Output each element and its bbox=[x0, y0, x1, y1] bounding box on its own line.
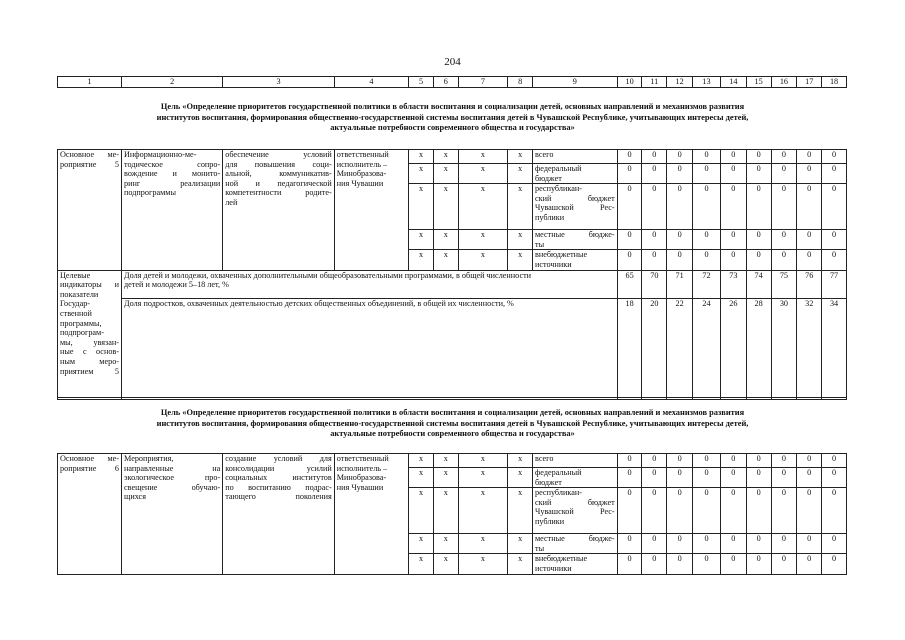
goal-2-line-3: актуальные потребности современного общества и государства» bbox=[330, 429, 575, 438]
indicators-label-line: Целевые bbox=[60, 270, 91, 280]
funding-value-cell: 0 bbox=[822, 534, 847, 554]
funding-value-cell: 0 bbox=[822, 468, 847, 488]
funding-source-cell bbox=[533, 454, 618, 468]
cell-text-line: для повышения соци- bbox=[225, 159, 332, 169]
placeholder-x-cell: x bbox=[508, 184, 533, 230]
funding-value-cell: 0 bbox=[693, 164, 721, 184]
column-number-cell: 5 bbox=[409, 77, 434, 88]
funding-value-cell: 0 bbox=[797, 150, 822, 164]
placeholder-x-cell: x bbox=[458, 554, 508, 574]
activity-executor-cell bbox=[334, 150, 408, 271]
funding-source-line: Чувашской Рес- bbox=[535, 203, 615, 213]
funding-value-cell: 0 bbox=[642, 250, 667, 270]
funding-value-cell: 0 bbox=[720, 534, 746, 554]
funding-value-cell: 0 bbox=[667, 164, 693, 184]
cell-text-line: ной и педагогической bbox=[225, 178, 332, 188]
funding-value-cell: 0 bbox=[667, 468, 693, 488]
funding-value-cell: 0 bbox=[822, 150, 847, 164]
indicators-label-line: индикаторы и bbox=[60, 280, 120, 290]
activity-goal-cell bbox=[223, 454, 335, 575]
column-number-cell: 7 bbox=[458, 77, 508, 88]
placeholder-x-cell: x bbox=[508, 150, 533, 164]
cell-text-line: щихся bbox=[124, 492, 146, 502]
cell-text-line: тодическое сопро- bbox=[124, 159, 221, 169]
cell-text-line: создание условий для bbox=[225, 454, 332, 463]
funding-value-cell: 0 bbox=[746, 164, 771, 184]
funding-value-cell: 0 bbox=[797, 468, 822, 488]
goal-heading-2 bbox=[100, 408, 805, 440]
column-number-row bbox=[58, 77, 847, 88]
funding-value-cell: 0 bbox=[720, 488, 746, 534]
column-header-table bbox=[57, 76, 847, 88]
cell-text-line: Информационно-ме- bbox=[124, 150, 197, 159]
cell-text-line: направленные на bbox=[124, 463, 221, 473]
placeholder-x-cell: x bbox=[508, 250, 533, 270]
funding-value-cell: 0 bbox=[797, 488, 822, 534]
funding-source-cell bbox=[533, 554, 618, 574]
funding-value-cell: 0 bbox=[771, 150, 797, 164]
column-number-cell: 14 bbox=[720, 77, 746, 88]
funding-source-line: бюджет bbox=[535, 477, 562, 487]
column-number-cell: 17 bbox=[797, 77, 822, 88]
placeholder-x-cell: x bbox=[433, 454, 458, 468]
cell-text-line: ответственный bbox=[336, 454, 389, 463]
funding-row bbox=[58, 150, 847, 164]
funding-source-line: всего bbox=[535, 454, 554, 463]
funding-value-cell: 0 bbox=[693, 230, 721, 250]
column-number-cell: 18 bbox=[822, 77, 847, 88]
funding-value-cell: 0 bbox=[693, 250, 721, 270]
indicators-label-line: ственной bbox=[60, 308, 92, 318]
cell-text-line: ринг реализации bbox=[124, 178, 221, 188]
goal-heading-1 bbox=[100, 102, 805, 134]
funding-source-line: ский бюджет bbox=[535, 193, 615, 203]
funding-value-cell: 0 bbox=[642, 554, 667, 574]
activity-goal-cell bbox=[223, 150, 335, 271]
indicator-value-cell: 71 bbox=[667, 270, 693, 298]
placeholder-x-cell: x bbox=[433, 230, 458, 250]
funding-value-cell: 0 bbox=[617, 150, 642, 164]
indicator-text-line: детей и молодежи 5–18 лет, % bbox=[124, 280, 229, 290]
funding-value-cell: 0 bbox=[720, 150, 746, 164]
funding-value-cell: 0 bbox=[771, 454, 797, 468]
indicator-value-cell: 76 bbox=[797, 270, 822, 298]
funding-value-cell: 0 bbox=[771, 554, 797, 574]
placeholder-x-cell: x bbox=[409, 534, 434, 554]
funding-source-line: ты bbox=[535, 239, 545, 249]
funding-value-cell: 0 bbox=[822, 230, 847, 250]
funding-source-line: публики bbox=[535, 516, 565, 526]
placeholder-x-cell: x bbox=[409, 184, 434, 230]
placeholder-x-cell: x bbox=[433, 534, 458, 554]
indicators-label-line: подпрограм- bbox=[60, 328, 104, 338]
placeholder-x-cell: x bbox=[433, 554, 458, 574]
goal-2-line-2: институтов воспитания, формирования общественно-государственной системы воспитания детей в Чувашской Республике, учитывающих интересы детей, bbox=[156, 418, 749, 428]
funding-value-cell: 0 bbox=[617, 534, 642, 554]
funding-value-cell: 0 bbox=[822, 488, 847, 534]
funding-source-cell bbox=[533, 488, 618, 534]
indicator-text-line: Доля детей и молодежи, охваченных дополнительными общеобразовательными программами, в общей численности bbox=[124, 270, 532, 280]
indicators-label-line: Государ- bbox=[60, 299, 91, 309]
funding-value-cell: 0 bbox=[617, 250, 642, 270]
activity-6-table bbox=[57, 453, 847, 575]
cell-text-line: Основное ме- bbox=[60, 454, 120, 463]
placeholder-x-cell: x bbox=[409, 230, 434, 250]
placeholder-x-cell: x bbox=[409, 150, 434, 164]
funding-source-line: публики bbox=[535, 212, 565, 222]
funding-value-cell: 0 bbox=[693, 534, 721, 554]
funding-value-cell: 0 bbox=[771, 468, 797, 488]
funding-value-cell: 0 bbox=[797, 454, 822, 468]
funding-value-cell: 0 bbox=[667, 250, 693, 270]
placeholder-x-cell: x bbox=[409, 250, 434, 270]
funding-value-cell: 0 bbox=[746, 454, 771, 468]
placeholder-x-cell: x bbox=[433, 150, 458, 164]
funding-value-cell: 0 bbox=[720, 454, 746, 468]
indicators-label-line: показатели bbox=[60, 289, 99, 299]
funding-value-cell: 0 bbox=[617, 164, 642, 184]
placeholder-x-cell: x bbox=[433, 250, 458, 270]
indicators-label-line: ные с основ- bbox=[60, 347, 120, 357]
funding-value-cell: 0 bbox=[720, 554, 746, 574]
activity-title-cell bbox=[58, 150, 122, 271]
placeholder-x-cell: x bbox=[508, 554, 533, 574]
indicator-value-cell: 65 bbox=[617, 270, 642, 298]
placeholder-x-cell: x bbox=[458, 534, 508, 554]
activity-executor-cell bbox=[334, 454, 408, 575]
activity-name-cell bbox=[122, 454, 223, 575]
column-number-cell: 13 bbox=[693, 77, 721, 88]
indicator-value-cell: 32 bbox=[797, 298, 822, 399]
indicators-label-line: программы, bbox=[60, 318, 102, 328]
funding-source-line: внебюджетные bbox=[535, 554, 588, 564]
funding-source-line: внебюджетные bbox=[535, 250, 588, 260]
funding-source-line: ский бюджет bbox=[535, 497, 615, 507]
funding-value-cell: 0 bbox=[771, 164, 797, 184]
funding-value-cell: 0 bbox=[667, 150, 693, 164]
funding-value-cell: 0 bbox=[617, 184, 642, 230]
funding-value-cell: 0 bbox=[822, 164, 847, 184]
placeholder-x-cell: x bbox=[433, 468, 458, 488]
funding-value-cell: 0 bbox=[746, 230, 771, 250]
cell-text-line: исполнитель – bbox=[336, 159, 388, 169]
cell-text-line: лей bbox=[225, 197, 238, 207]
activity-5-table bbox=[57, 149, 847, 400]
funding-value-cell: 0 bbox=[771, 534, 797, 554]
funding-value-cell: 0 bbox=[822, 454, 847, 468]
placeholder-x-cell: x bbox=[508, 534, 533, 554]
goal-1-line-1: Цель «Определение приоритетов государственной политики в области воспитания и социализации детей, основных направлений и механизмов развития bbox=[160, 102, 745, 111]
cell-text-line: вождение и монито- bbox=[124, 169, 221, 179]
indicator-value-cell: 73 bbox=[720, 270, 746, 298]
cell-text-line: Минобразова- bbox=[336, 473, 387, 483]
placeholder-x-cell: x bbox=[409, 164, 434, 184]
funding-source-line: Чувашской Рес- bbox=[535, 507, 615, 517]
indicator-value-cell: 75 bbox=[771, 270, 797, 298]
funding-source-line: источники bbox=[535, 259, 572, 269]
cell-text-line: Основное ме- bbox=[60, 150, 120, 159]
cell-text-line: обеспечение условий bbox=[225, 150, 332, 159]
placeholder-x-cell: x bbox=[458, 454, 508, 468]
placeholder-x-cell: x bbox=[409, 454, 434, 468]
funding-value-cell: 0 bbox=[797, 250, 822, 270]
funding-value-cell: 0 bbox=[642, 468, 667, 488]
column-number-cell: 11 bbox=[642, 77, 667, 88]
funding-value-cell: 0 bbox=[642, 454, 667, 468]
cell-text-line: исполнитель – bbox=[336, 463, 388, 473]
column-number-cell: 8 bbox=[508, 77, 533, 88]
indicator-value-cell: 30 bbox=[771, 298, 797, 399]
funding-value-cell: 0 bbox=[797, 230, 822, 250]
funding-value-cell: 0 bbox=[746, 150, 771, 164]
funding-value-cell: 0 bbox=[617, 488, 642, 534]
goal-2-line-1: Цель «Определение приоритетов государственной политики в области воспитания и социализации детей, основных направлений и механизмов развития bbox=[160, 408, 745, 417]
funding-value-cell: 0 bbox=[642, 150, 667, 164]
cell-text-line: по воспитанию подрас- bbox=[225, 482, 332, 492]
cell-text-line: консолидации усилий bbox=[225, 463, 332, 473]
funding-source-cell bbox=[533, 534, 618, 554]
funding-source-cell bbox=[533, 184, 618, 230]
placeholder-x-cell: x bbox=[508, 468, 533, 488]
indicators-label-line: ным меро- bbox=[60, 356, 120, 366]
funding-value-cell: 0 bbox=[667, 554, 693, 574]
cell-text-line: ния Чувашии bbox=[336, 178, 384, 188]
funding-source-line: республикан- bbox=[535, 488, 582, 498]
placeholder-x-cell: x bbox=[458, 164, 508, 184]
funding-value-cell: 0 bbox=[693, 468, 721, 488]
funding-value-cell: 0 bbox=[797, 534, 822, 554]
cell-text-line: экологическое про- bbox=[124, 473, 221, 483]
indicator-value-cell: 22 bbox=[667, 298, 693, 399]
indicator-value-cell: 28 bbox=[746, 298, 771, 399]
funding-value-cell: 0 bbox=[720, 230, 746, 250]
indicators-label-cell bbox=[58, 270, 122, 399]
cell-text-line: роприятие 5 bbox=[60, 159, 120, 169]
placeholder-x-cell: x bbox=[508, 488, 533, 534]
funding-value-cell: 0 bbox=[642, 230, 667, 250]
funding-value-cell: 0 bbox=[693, 488, 721, 534]
page-number: 204 bbox=[444, 56, 461, 68]
funding-source-cell bbox=[533, 150, 618, 164]
cell-text-line: компетентности родите- bbox=[225, 188, 332, 198]
indicator-value-cell: 70 bbox=[642, 270, 667, 298]
funding-source-cell bbox=[533, 164, 618, 184]
indicator-text-cell bbox=[122, 270, 618, 298]
column-number-cell: 9 bbox=[533, 77, 618, 88]
funding-value-cell: 0 bbox=[693, 150, 721, 164]
funding-source-line: федеральный bbox=[535, 468, 582, 477]
indicators-label-line: мы, увязан- bbox=[60, 337, 120, 347]
funding-value-cell: 0 bbox=[746, 184, 771, 230]
placeholder-x-cell: x bbox=[433, 488, 458, 534]
indicator-value-cell: 74 bbox=[746, 270, 771, 298]
funding-value-cell: 0 bbox=[822, 184, 847, 230]
placeholder-x-cell: x bbox=[458, 150, 508, 164]
cell-text-line: Минобразова- bbox=[336, 169, 387, 179]
column-number-cell: 15 bbox=[746, 77, 771, 88]
funding-value-cell: 0 bbox=[822, 250, 847, 270]
cell-text-line: тающего поколения bbox=[225, 492, 332, 502]
column-number-cell: 16 bbox=[771, 77, 797, 88]
funding-value-cell: 0 bbox=[617, 454, 642, 468]
indicator-value-cell: 26 bbox=[720, 298, 746, 399]
funding-value-cell: 0 bbox=[642, 184, 667, 230]
placeholder-x-cell: x bbox=[433, 164, 458, 184]
funding-value-cell: 0 bbox=[617, 554, 642, 574]
placeholder-x-cell: x bbox=[458, 230, 508, 250]
column-number-cell: 12 bbox=[667, 77, 693, 88]
placeholder-x-cell: x bbox=[458, 488, 508, 534]
funding-value-cell: 0 bbox=[797, 554, 822, 574]
funding-value-cell: 0 bbox=[642, 164, 667, 184]
funding-value-cell: 0 bbox=[720, 184, 746, 230]
funding-value-cell: 0 bbox=[746, 554, 771, 574]
funding-value-cell: 0 bbox=[822, 554, 847, 574]
cell-text-line: альной, коммуникатив- bbox=[225, 169, 332, 179]
funding-row bbox=[58, 454, 847, 468]
funding-source-cell bbox=[533, 250, 618, 270]
cell-text-line: ния Чувашии bbox=[336, 482, 384, 492]
column-number-cell: 4 bbox=[334, 77, 408, 88]
placeholder-x-cell: x bbox=[508, 230, 533, 250]
funding-value-cell: 0 bbox=[693, 454, 721, 468]
cell-text-line: социальных институтов bbox=[225, 473, 332, 483]
cell-text-line: роприятие 6 bbox=[60, 463, 120, 473]
column-number-cell: 1 bbox=[58, 77, 122, 88]
indicator-row bbox=[58, 298, 847, 399]
indicator-value-cell: 77 bbox=[822, 270, 847, 298]
funding-value-cell: 0 bbox=[720, 164, 746, 184]
indicator-value-cell: 24 bbox=[693, 298, 721, 399]
placeholder-x-cell: x bbox=[508, 454, 533, 468]
indicator-value-cell: 72 bbox=[693, 270, 721, 298]
funding-value-cell: 0 bbox=[720, 250, 746, 270]
cell-text-line: Мероприятия, bbox=[124, 454, 174, 463]
funding-value-cell: 0 bbox=[771, 230, 797, 250]
funding-source-cell bbox=[533, 230, 618, 250]
funding-source-line: местные бюдже- bbox=[535, 534, 615, 544]
funding-value-cell: 0 bbox=[667, 534, 693, 554]
funding-value-cell: 0 bbox=[797, 184, 822, 230]
cell-text-line: подпрограммы bbox=[124, 188, 176, 198]
funding-source-line: республикан- bbox=[535, 184, 582, 194]
placeholder-x-cell: x bbox=[409, 468, 434, 488]
activity-title-cell bbox=[58, 454, 122, 575]
funding-value-cell: 0 bbox=[771, 488, 797, 534]
placeholder-x-cell: x bbox=[409, 554, 434, 574]
indicator-value-cell: 20 bbox=[642, 298, 667, 399]
column-number-cell: 6 bbox=[433, 77, 458, 88]
column-number-cell: 2 bbox=[122, 77, 223, 88]
section-divider bbox=[57, 397, 847, 398]
funding-value-cell: 0 bbox=[667, 184, 693, 230]
indicators-label-line: приятием 5 bbox=[60, 366, 120, 376]
indicator-value-cell: 18 bbox=[617, 298, 642, 399]
funding-value-cell: 0 bbox=[771, 250, 797, 270]
funding-value-cell: 0 bbox=[667, 454, 693, 468]
funding-source-line: ты bbox=[535, 543, 545, 553]
funding-value-cell: 0 bbox=[667, 488, 693, 534]
placeholder-x-cell: x bbox=[458, 250, 508, 270]
funding-value-cell: 0 bbox=[617, 230, 642, 250]
column-number-cell: 10 bbox=[617, 77, 642, 88]
cell-text-line: свещение обучаю- bbox=[124, 482, 221, 492]
indicator-text-line: Доля подростков, охваченных деятельностью детских общественных объединений, в общей их численности, % bbox=[124, 298, 514, 308]
placeholder-x-cell: x bbox=[458, 468, 508, 488]
funding-value-cell: 0 bbox=[746, 534, 771, 554]
funding-value-cell: 0 bbox=[746, 468, 771, 488]
funding-value-cell: 0 bbox=[771, 184, 797, 230]
funding-source-line: местные бюдже- bbox=[535, 230, 615, 240]
funding-value-cell: 0 bbox=[693, 184, 721, 230]
placeholder-x-cell: x bbox=[508, 164, 533, 184]
cell-text-line: ответственный bbox=[336, 150, 389, 159]
placeholder-x-cell: x bbox=[458, 184, 508, 230]
funding-value-cell: 0 bbox=[797, 164, 822, 184]
funding-value-cell: 0 bbox=[693, 554, 721, 574]
indicator-row bbox=[58, 270, 847, 298]
funding-value-cell: 0 bbox=[617, 468, 642, 488]
funding-value-cell: 0 bbox=[667, 230, 693, 250]
funding-value-cell: 0 bbox=[746, 488, 771, 534]
activity-name-cell bbox=[122, 150, 223, 271]
funding-value-cell: 0 bbox=[642, 488, 667, 534]
funding-source-line: бюджет bbox=[535, 173, 562, 183]
column-number-cell: 3 bbox=[223, 77, 335, 88]
indicator-text-cell bbox=[122, 298, 618, 399]
indicator-value-cell: 34 bbox=[822, 298, 847, 399]
funding-source-cell bbox=[533, 468, 618, 488]
funding-source-line: федеральный bbox=[535, 164, 582, 173]
goal-1-line-2: институтов воспитания, формирования общественно-государственной системы воспитания детей в Чувашской Республике, учитывающих интересы детей, bbox=[156, 112, 749, 122]
funding-value-cell: 0 bbox=[642, 534, 667, 554]
placeholder-x-cell: x bbox=[409, 488, 434, 534]
goal-1-line-3: актуальные потребности современного общества и государства» bbox=[330, 123, 575, 132]
funding-value-cell: 0 bbox=[720, 468, 746, 488]
funding-source-line: всего bbox=[535, 150, 554, 159]
funding-source-line: источники bbox=[535, 563, 572, 573]
placeholder-x-cell: x bbox=[433, 184, 458, 230]
funding-value-cell: 0 bbox=[746, 250, 771, 270]
